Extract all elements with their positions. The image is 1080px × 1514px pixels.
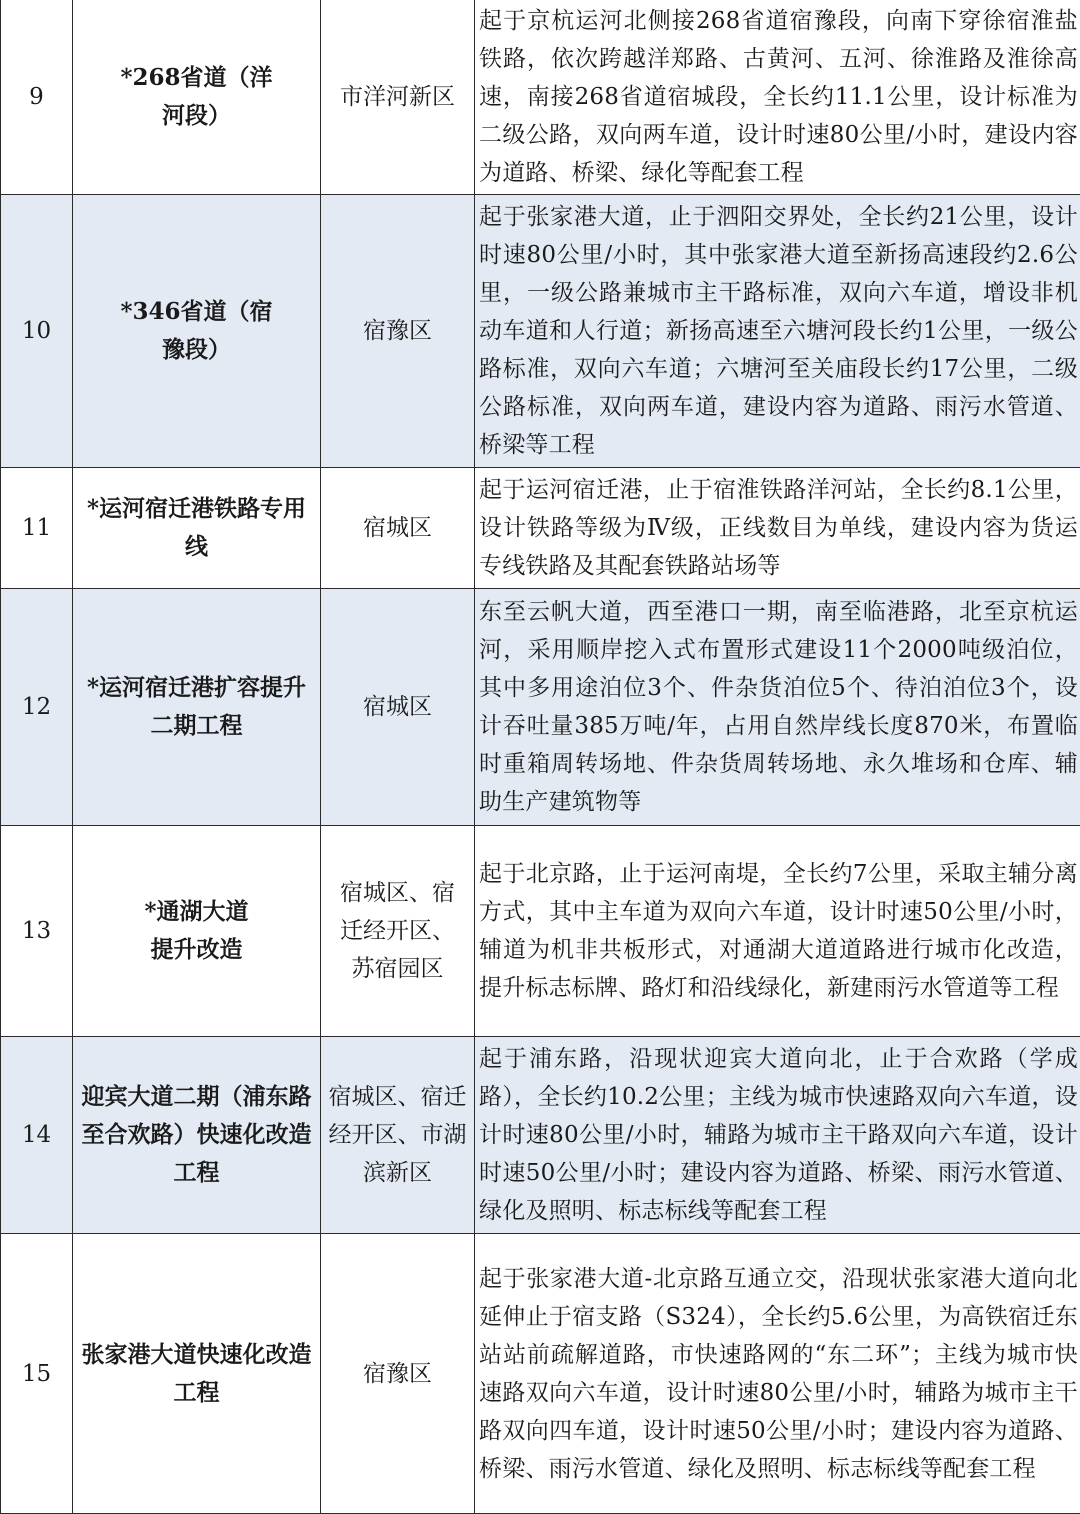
project-name: 迎宾大道二期（浦东路至合欢路）快速化改造工程 xyxy=(73,1037,321,1234)
row-number: 11 xyxy=(1,468,73,589)
project-description: 东至云帆大道，西至港口一期，南至临港路，北至京杭运河，采用顺岸挖入式布置形式建设11个2000吨级泊位，其中多用途泊位3个、件杂货泊位5个、待泊泊位3个，设计吞吐量385万吨/年，占用自然岸线长度870米，布置临时重箱周转场地、件杂货周转场地、永久堆场和仓库、辅助生产建筑物等 xyxy=(475,589,1080,826)
row-number: 9 xyxy=(1,0,73,195)
project-district: 市洋河新区 xyxy=(321,0,475,195)
table-row xyxy=(1,1234,1080,1514)
table-row xyxy=(1,1037,1080,1234)
table-row xyxy=(1,589,1080,826)
project-district: 宿豫区 xyxy=(321,195,475,468)
row-number: 15 xyxy=(1,1234,73,1514)
project-description: 起于浦东路，沿现状迎宾大道向北，止于合欢路（学成路），全长约10.2公里；主线为城市快速路双向六车道，设计时速80公里/小时，辅路为城市主干路双向六车道，设计时速50公里/小时；建设内容为道路、桥梁、雨污水管道、绿化及照明、标志标线等配套工程 xyxy=(475,1037,1080,1234)
row-number: 10 xyxy=(1,195,73,468)
project-district: 宿城区、宿迁经开区、市湖滨新区 xyxy=(321,1037,475,1234)
row-number: 13 xyxy=(1,826,73,1037)
project-district: 宿城区 xyxy=(321,589,475,826)
project-name: *268省道（洋河段） xyxy=(73,0,321,195)
project-district: 宿豫区 xyxy=(321,1234,475,1514)
project-description: 起于张家港大道-北京路互通立交，沿现状张家港大道向北延伸止于宿支路（S324），全长约5.6公里，为高铁宿迁东站站前疏解道路，市快速路网的“东二环”；主线为城市快速路双向六车道，设计时速80公里/小时，辅路为城市主干路双向四车道，设计时速50公里/小时；建设内容为道路、桥梁、雨污水管道、绿化及照明、标志标线等配套工程 xyxy=(475,1234,1080,1514)
project-district: 宿城区 xyxy=(321,468,475,589)
project-name: *通湖大道提升改造 xyxy=(73,826,321,1037)
project-name: *运河宿迁港扩容提升二期工程 xyxy=(73,589,321,826)
project-description: 起于北京路，止于运河南堤，全长约7公里，采取主辅分离方式，其中主车道为双向六车道，设计时速50公里/小时，辅道为机非共板形式，对通湖大道道路进行城市化改造，提升标志标牌、路灯和沿线绿化，新建雨污水管道等工程 xyxy=(475,826,1080,1037)
table-row xyxy=(1,195,1080,468)
project-district: 宿城区、宿迁经开区、苏宿园区 xyxy=(321,826,475,1037)
project-name: *346省道（宿豫段） xyxy=(73,195,321,468)
project-description: 起于京杭运河北侧接268省道宿豫段，向南下穿徐宿淮盐铁路，依次跨越洋郑路、古黄河、五河、徐淮路及淮徐高速，南接268省道宿城段，全长约11.1公里，设计标准为二级公路，双向两车道，设计时速80公里/小时，建设内容为道路、桥梁、绿化等配套工程 xyxy=(475,0,1080,195)
row-number: 14 xyxy=(1,1037,73,1234)
project-description: 起于张家港大道，止于泗阳交界处，全长约21公里，设计时速80公里/小时，其中张家港大道至新扬高速段约2.6公里，一级公路兼城市主干路标准，双向六车道，增设非机动车道和人行道；新扬高速至六塘河段长约1公里，一级公路标准，双向六车道；六塘河至关庙段长约17公里，二级公路标准，双向两车道，建设内容为道路、雨污水管道、桥梁等工程 xyxy=(475,195,1080,468)
project-name: 张家港大道快速化改造工程 xyxy=(73,1234,321,1514)
table-row xyxy=(1,0,1080,195)
table-row xyxy=(1,468,1080,589)
project-name: *运河宿迁港铁路专用线 xyxy=(73,468,321,589)
project-description: 起于运河宿迁港，止于宿淮铁路洋河站，全长约8.1公里，设计铁路等级为Ⅳ级，正线数目为单线，建设内容为货运专线铁路及其配套铁路站场等 xyxy=(475,468,1080,589)
table-row xyxy=(1,826,1080,1037)
row-number: 12 xyxy=(1,589,73,826)
